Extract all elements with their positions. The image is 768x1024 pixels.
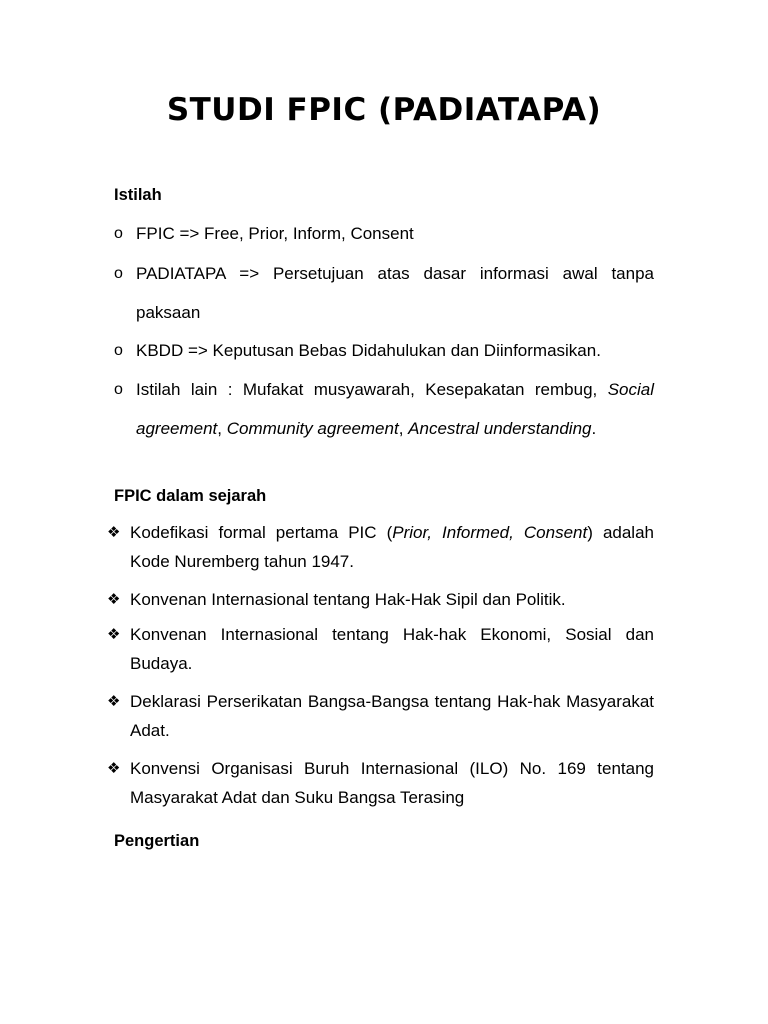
diamond-bullet-icon: ❖ (107, 524, 121, 541)
list-item (107, 687, 654, 745)
list-item-text: KBDD => Keputusan Bebas Didahulukan dan Diinformasikan. (136, 341, 601, 360)
diamond-bullet-icon: ❖ (107, 693, 121, 710)
list-item (114, 331, 654, 370)
list-item-text: Deklarasi Perserikatan Bangsa-Bangsa tentang Hak-hak Masyarakat Adat. (130, 692, 654, 740)
diamond-bullet-icon: ❖ (107, 626, 121, 643)
diamond-bullet-icon: ❖ (107, 591, 121, 608)
circle-bullet-icon: o (114, 225, 123, 242)
list-item (114, 254, 654, 332)
list-item-text: Konvensi Organisasi Buruh Internasional (ILO) No. 169 tentang Masyarakat Adat dan Suku Bangsa Terasing (130, 759, 654, 807)
list-item-text-italic: Ancestral understanding (408, 419, 592, 438)
list-item-text (136, 370, 654, 448)
list-item-text: Konvenan Internasional tentang Hak-Hak Sipil dan Politik. (130, 590, 566, 609)
list-item (107, 620, 654, 678)
circle-bullet-icon: o (114, 381, 123, 398)
list-item-text-plain: Istilah lain : Mufakat musyawarah, Kesepakatan rembug, (136, 380, 608, 399)
list-item-text-italic: Social agreement (136, 380, 654, 438)
list-item-text-italic: Community agreement (226, 419, 399, 438)
list-item-text (130, 518, 654, 576)
list-item-text: PADIATAPA => Persetujuan atas dasar informasi awal tanpa paksaan (136, 264, 654, 322)
document-title: STUDI FPIC (PADIATAPA) (166, 92, 602, 128)
list-item (107, 585, 654, 614)
list-item (107, 518, 654, 576)
circle-bullet-icon: o (114, 342, 123, 359)
list-item-text: Konvenan Internasional tentang Hak-hak Ekonomi, Sosial dan Budaya. (130, 625, 654, 673)
list-item-separator: , (217, 419, 227, 438)
list-item (107, 754, 654, 812)
list-item-text: FPIC => Free, Prior, Inform, Consent (136, 224, 414, 243)
list-item-text-plain: . (591, 419, 597, 438)
list-item-text-plain: Kodefikasi formal pertama PIC ( (130, 523, 393, 542)
section-heading-sejarah: FPIC dalam sejarah (114, 487, 267, 505)
list-item-separator: , (398, 419, 409, 438)
circle-bullet-icon: o (114, 265, 123, 282)
list-item (114, 214, 654, 253)
section-heading-istilah: Istilah (114, 186, 162, 204)
section-heading-pengertian: Pengertian (114, 832, 200, 850)
list-item-text-italic: Prior, Informed, Consent (392, 523, 588, 542)
list-item-text-plain: ) adalah Kode Nuremberg tahun 1947. (130, 523, 654, 571)
diamond-bullet-icon: ❖ (107, 760, 121, 777)
list-item (114, 370, 654, 448)
